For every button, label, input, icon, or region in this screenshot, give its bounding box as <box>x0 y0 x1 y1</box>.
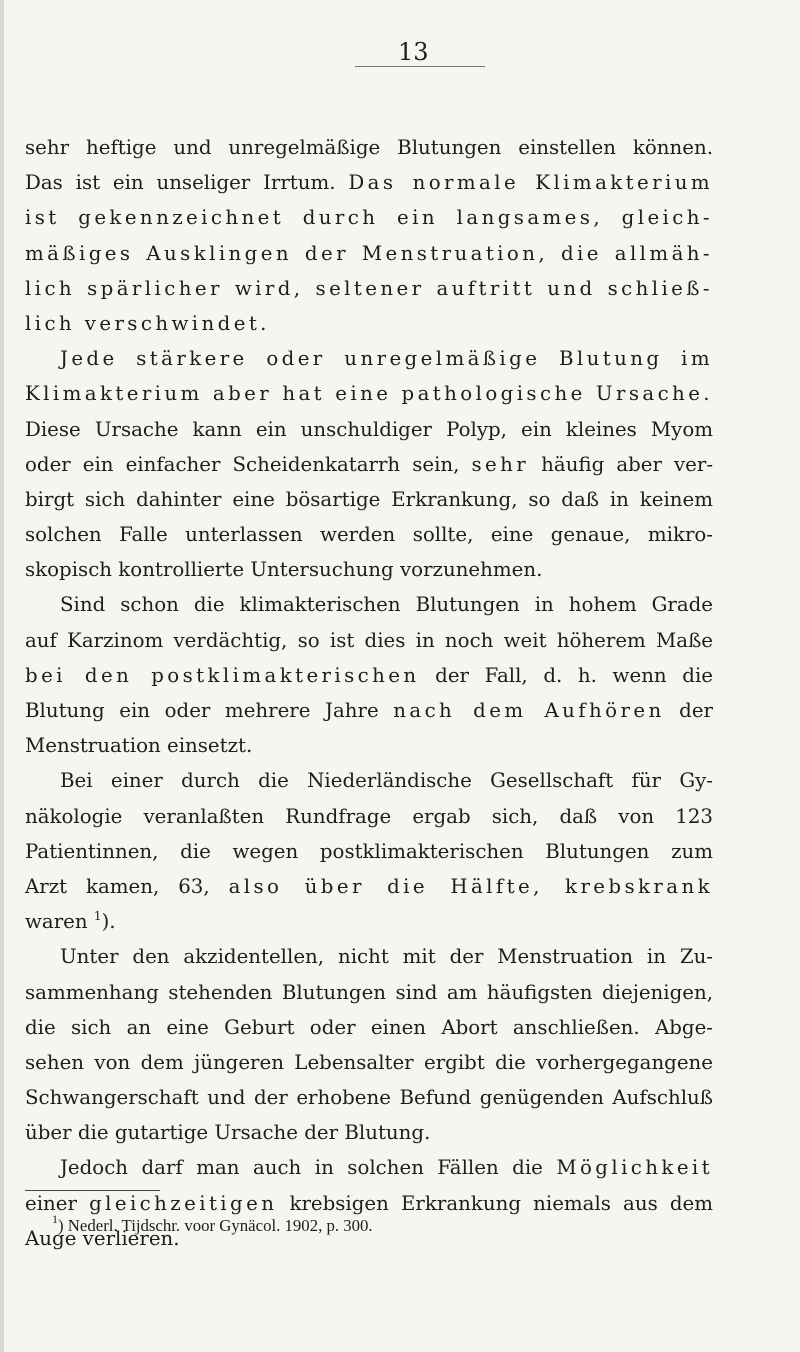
text-line <box>25 869 713 904</box>
spaced-emphasis: Jede stärkere oder unregelmäßige Blutung im <box>60 347 713 371</box>
spaced-emphasis: Das normale Klimakterium <box>348 171 713 195</box>
text-line <box>25 552 713 587</box>
footnote-text: ) Nederl. Tijdschr. voor Gynäcol. 1902, p. 300. <box>58 1216 373 1235</box>
spaced-emphasis: Klimakterium aber hat eine pathologische Ursache. <box>25 382 713 406</box>
text-line <box>25 623 713 658</box>
text-segment: Blutung ein oder mehrere Jahre <box>25 699 394 722</box>
text-line <box>25 412 713 447</box>
text-line <box>25 447 713 482</box>
text-segment: Jedoch darf man auch in solchen Fällen die <box>60 1156 557 1180</box>
text-segment: Diese Ursache kann ein unschuldiger Polyp, ein kleines Myom <box>25 417 713 441</box>
footnote-rule <box>25 1190 160 1191</box>
spaced-emphasis: bei den postklimakterischen <box>25 663 420 687</box>
text-line <box>25 834 713 869</box>
text-segment: oder ein einfacher Scheidenkatarrh sein, <box>25 452 472 476</box>
text-line <box>25 763 713 798</box>
spaced-emphasis: nach dem Aufhören <box>393 699 665 722</box>
text-segment: Schwangerschaft und der erhobene Befund genügenden Aufschluß <box>25 1086 713 1110</box>
text-segment: sammenhang stehenden Blutungen sind am häufigsten diejenigen, <box>25 980 713 1004</box>
text-line <box>25 306 713 341</box>
spaced-emphasis: also über die Hälfte, krebskrank <box>228 874 713 898</box>
text-segment: über die gutartige Ursache der Blutung. <box>25 1121 431 1145</box>
text-segment: solchen Falle unterlassen werden sollte, eine genaue, mikro- <box>25 523 713 547</box>
text-segment: auf Karzinom verdächtig, so ist dies in noch weit höherem Maße <box>25 628 713 652</box>
text-line <box>25 904 713 939</box>
text-line <box>25 1010 713 1045</box>
text-segment: sehr heftige und unregelmäßige Blutungen einstellen können. <box>25 136 713 159</box>
text-segment: waren <box>25 910 94 934</box>
text-segment: Unter den akzidentellen, nicht mit der Menstruation in Zu- <box>60 945 713 969</box>
text-line <box>25 517 713 552</box>
text-line <box>25 482 713 517</box>
header-rule <box>355 66 485 67</box>
text-segment: Menstruation einsetzt. <box>25 734 253 758</box>
text-segment: Auge verlieren. <box>25 1226 180 1250</box>
text-segment: sehen von dem jüngeren Lebensalter ergibt die vorhergegangene <box>25 1050 713 1074</box>
text-segment: Sind schon die klimakterischen Blutungen in hohem Grade <box>60 593 713 617</box>
text-line <box>25 376 713 411</box>
body-text <box>25 130 713 1256</box>
text-segment: skopisch kontrollierte Untersuchung vorzunehmen. <box>25 558 543 582</box>
spaced-emphasis: lich verschwindet. <box>25 311 270 335</box>
text-line <box>25 1045 713 1080</box>
footnote-reference: 1 <box>93 909 102 924</box>
text-segment: Arzt kamen, 63, <box>25 874 229 898</box>
text-line <box>25 693 713 728</box>
text-line <box>25 165 713 200</box>
text-segment: Patientinnen, die wegen postklimakterischen Blutungen zum <box>25 839 713 863</box>
spaced-emphasis: mäßiges Ausklingen der Menstruation, die allmäh- <box>25 241 713 265</box>
spaced-emphasis: Möglichkeit <box>556 1156 713 1180</box>
text-line <box>25 1150 713 1185</box>
text-segment: Das ist ein unseliger Irrtum. <box>25 171 349 195</box>
text-segment: der Fall, d. h. wenn die <box>419 663 713 687</box>
page-edge-shadow <box>0 0 4 1352</box>
text-line <box>25 236 713 271</box>
spaced-emphasis: ist gekennzeichnet durch ein langsames, gleich- <box>25 206 713 230</box>
text-line <box>25 130 713 165</box>
text-line <box>25 728 713 763</box>
spaced-emphasis: sehr <box>471 452 530 476</box>
text-line <box>25 1080 713 1115</box>
text-segment: häufig aber ver- <box>529 452 714 476</box>
text-segment: die sich an eine Geburt oder einen Abort anschließen. Abge- <box>25 1015 713 1039</box>
text-segment: der <box>664 699 713 722</box>
text-line <box>25 200 713 235</box>
text-segment: Bei einer durch die Niederländische Gesellschaft für Gy- <box>60 769 713 793</box>
text-line <box>25 939 713 974</box>
text-line <box>25 799 713 834</box>
text-segment: ). <box>101 910 116 934</box>
text-segment: einer <box>25 1191 90 1215</box>
text-line <box>25 658 713 693</box>
footnote <box>52 1212 373 1236</box>
footnote-marker: 1 <box>52 1212 58 1226</box>
spaced-emphasis: gleichzeitigen <box>89 1191 278 1215</box>
spaced-emphasis: lich spärlicher wird, seltener auftritt und schließ- <box>25 276 713 300</box>
text-segment: näkologie veranlaßten Rundfrage ergab sich, daß von 123 <box>25 804 713 828</box>
page-number: 13 <box>398 38 429 66</box>
text-line <box>25 587 713 622</box>
text-line <box>25 271 713 306</box>
text-segment: krebsigen Erkrankung niemals aus dem <box>277 1191 713 1215</box>
text-segment: birgt sich dahinter eine bösartige Erkrankung, so daß in keinem <box>25 487 713 511</box>
text-line <box>25 341 713 376</box>
text-line <box>25 975 713 1010</box>
text-line <box>25 1115 713 1150</box>
